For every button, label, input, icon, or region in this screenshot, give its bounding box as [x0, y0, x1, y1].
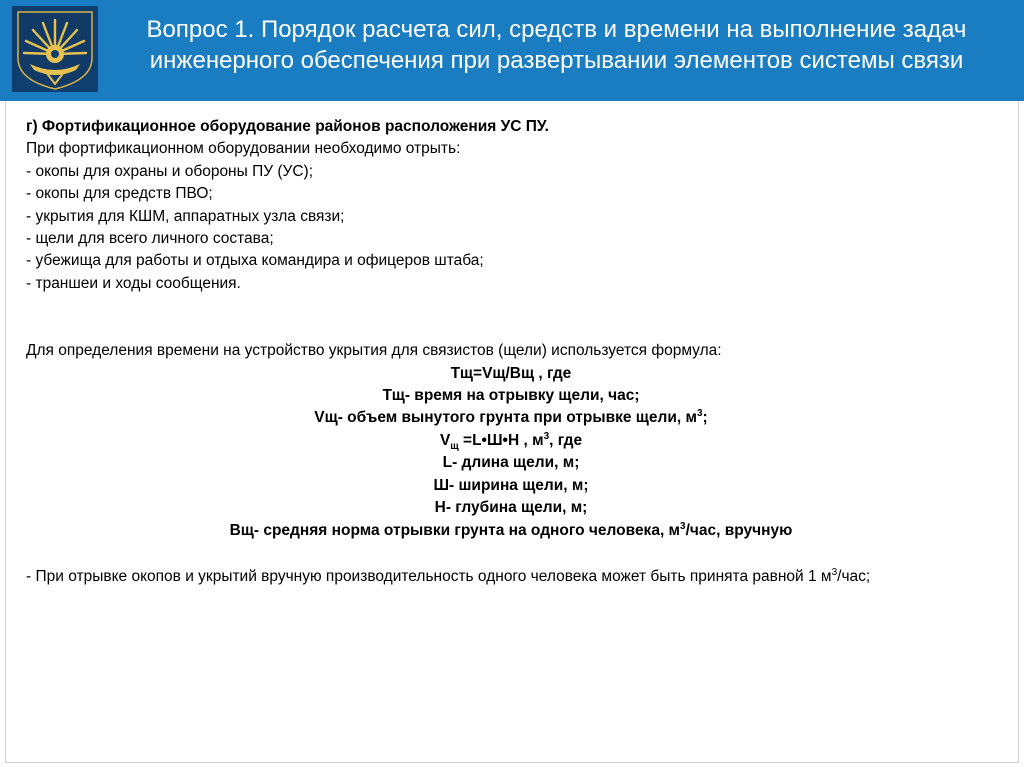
- list-item: - щели для всего личного состава;: [26, 230, 274, 248]
- list-item: - укрытия для КШМ, аппаратных узла связи;: [26, 207, 345, 225]
- list-item: - убежища для работы и отдыха командира и офицеров штаба;: [26, 252, 484, 270]
- slide-title-line-2: инженерного обеспечения при развертывании элементов системы связи: [149, 47, 964, 74]
- formula-volume-exponent: 3: [543, 430, 550, 442]
- slide-title: [104, 14, 1009, 76]
- productivity-note-end: /час;: [837, 567, 871, 585]
- formula-b-definition: [26, 520, 996, 542]
- formula-t-definition: Тщ- время на отрывку щели, час;: [382, 387, 640, 405]
- formula-w-definition: Ш- ширина щели, м;: [433, 476, 589, 494]
- formula-volume-calculation: [26, 430, 996, 452]
- list-item: - окопы для охраны и обороны ПУ (УС);: [26, 162, 314, 180]
- formula-volume-end: , где: [549, 431, 583, 449]
- formula-volume-expression: =L•Ш•Н , м: [458, 431, 544, 449]
- formula-b-definition-end: /час, вручную: [685, 521, 793, 539]
- formula-intro: Для определения времени на устройство укрытия для связистов (щели) используется формула:: [26, 342, 722, 360]
- formula-main: Тщ=Vщ/Вщ , где: [450, 364, 572, 382]
- military-emblem-icon: [12, 6, 98, 92]
- formula-v-definition-text: Vщ- объем вынутого грунта при отрывке щели, м: [314, 409, 697, 427]
- formula-volume-symbol: V: [439, 431, 451, 449]
- formula-volume-subscript: щ: [450, 440, 459, 452]
- slide-body: [26, 116, 996, 588]
- slide-title-line-1: Вопрос 1. Порядок расчета сил, средств и времени на выполнение задач: [146, 16, 967, 43]
- productivity-note-text: - При отрывке окопов и укрытий вручную производительность одного человека может быть принята равной 1 м: [26, 567, 832, 585]
- productivity-note: [26, 566, 966, 588]
- formula-v-definition-end: ;: [702, 409, 708, 427]
- formula-l-definition: L- длина щели, м;: [442, 454, 580, 472]
- list-item: - траншеи и ходы сообщения.: [26, 274, 241, 292]
- formula-v-definition: [26, 407, 996, 429]
- section-heading: г) Фортификационное оборудование районов расположения УС ПУ.: [26, 118, 549, 135]
- list-item: - окопы для средств ПВО;: [26, 185, 213, 203]
- formula-b-definition-text: Вщ- средняя норма отрывки грунта на одного человека, м: [229, 521, 681, 539]
- formula-b-definition-exponent: 3: [680, 520, 686, 532]
- header-bar: [0, 0, 1024, 101]
- section-intro: При фортификационном оборудовании необходимо отрыть:: [26, 140, 461, 158]
- productivity-note-exponent: 3: [831, 566, 838, 578]
- formula-h-definition: Н- глубина щели, м;: [434, 499, 588, 517]
- formula-v-definition-exponent: 3: [696, 408, 703, 420]
